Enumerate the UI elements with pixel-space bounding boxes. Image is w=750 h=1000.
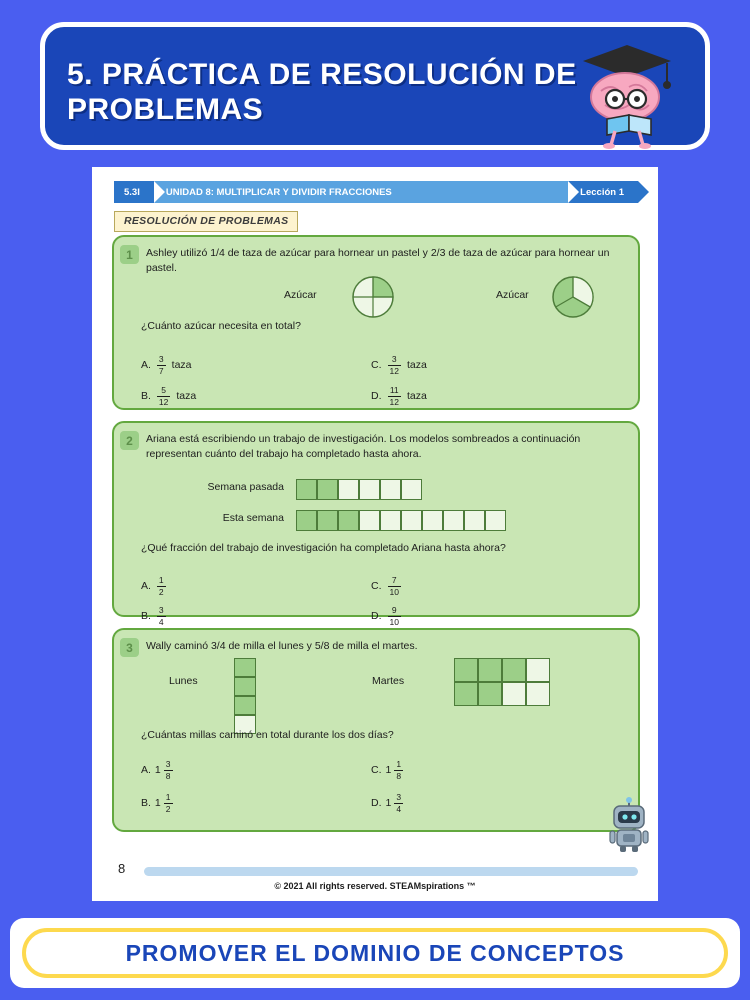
answer-option-b[interactable] <box>141 793 175 813</box>
option-label: D. <box>371 797 382 809</box>
footer-tagline: PROMOVER EL DOMINIO DE CONCEPTOS <box>125 939 625 966</box>
problem-number-badge: 3 <box>120 638 139 657</box>
breadcrumb-lesson: Lección 1 <box>568 181 638 203</box>
option-label: C. <box>371 764 382 776</box>
figure-label-left: Azúcar <box>284 289 317 301</box>
problem-prompt: Wally caminó 3/4 de milla el lunes y 5/8 de milla el martes. <box>146 640 418 652</box>
figure-label-left: Lunes <box>169 675 198 687</box>
option-fraction: $\frac{7}{10}$ <box>389 575 399 597</box>
breadcrumb-unit: UNIDAD 8: MULTIPLICAR Y DIVIDIR FRACCIONES <box>154 181 568 203</box>
bar-model-this-week-icon <box>296 510 506 531</box>
problem-question: ¿Qué fracción del trabajo de investigación ha completado Ariana hasta ahora? <box>141 542 506 554</box>
page-number: 8 <box>118 861 126 876</box>
option-fraction: $\frac{3}{4}$ <box>158 605 164 627</box>
pie-chart-quarter-icon <box>351 275 395 324</box>
option-label: B. <box>141 610 151 622</box>
breadcrumb-code: 5.3I <box>114 181 154 203</box>
option-fraction: $\frac{3}{4}$ <box>396 792 402 814</box>
option-label: B. <box>141 797 151 809</box>
option-fraction: $\frac{3}{7}$ <box>158 354 164 376</box>
option-fraction: $\frac{1}{2}$ <box>165 792 171 814</box>
answer-option-a[interactable] <box>141 355 192 375</box>
answer-option-a[interactable] <box>141 576 168 596</box>
problem-number-badge: 1 <box>120 245 139 264</box>
answer-options <box>141 355 611 405</box>
answer-options <box>141 760 611 820</box>
option-unit: taza <box>406 359 427 371</box>
problem-card-1 <box>112 235 640 410</box>
problem-prompt: Ariana está escribiendo un trabajo de investigación. Los modelos sombreados a continuación representan cuánto del trabajo ha completado hasta ahora. <box>146 433 581 460</box>
option-whole: 1 <box>154 764 161 776</box>
answer-option-c[interactable] <box>371 355 427 375</box>
grid-model-tuesday-icon <box>454 658 550 706</box>
answer-option-d[interactable] <box>371 606 403 626</box>
problem-card-2 <box>112 421 640 627</box>
option-label: A. <box>141 359 151 371</box>
option-unit: taza <box>171 359 192 371</box>
option-fraction: $\frac{11}{12}$ <box>389 385 399 407</box>
figure-label-right: Azúcar <box>496 289 529 301</box>
pie-chart-thirds-icon <box>551 275 595 324</box>
option-fraction: $\frac{1}{2}$ <box>158 575 164 597</box>
option-fraction: $\frac{9}{10}$ <box>389 605 399 627</box>
option-label: C. <box>371 359 382 371</box>
problem-question: ¿Cuántas millas caminó en total durante los dos días? <box>141 729 394 741</box>
option-unit: taza <box>176 390 197 402</box>
footer-pill <box>22 928 728 978</box>
option-unit: taza <box>406 390 427 402</box>
answer-option-b[interactable] <box>141 386 196 406</box>
option-label: B. <box>141 390 151 402</box>
worksheet-sheet <box>92 167 658 901</box>
option-label: D. <box>371 610 382 622</box>
footer-divider <box>144 867 638 876</box>
option-label: A. <box>141 764 151 776</box>
header-banner <box>40 22 710 150</box>
option-fraction: $\frac{1}{8}$ <box>396 759 402 781</box>
answer-option-d[interactable] <box>371 386 427 406</box>
answer-option-d[interactable] <box>371 793 405 813</box>
answer-option-c[interactable] <box>371 576 403 596</box>
brain-graduate-mascot-icon <box>567 39 687 149</box>
problem-card-3 <box>112 628 640 832</box>
option-label: A. <box>141 580 151 592</box>
answer-options <box>141 575 611 627</box>
answer-option-b[interactable] <box>141 606 168 626</box>
option-label: C. <box>371 580 382 592</box>
option-whole: 1 <box>385 764 392 776</box>
option-fraction: $\frac{3}{8}$ <box>165 759 171 781</box>
option-label: D. <box>371 390 382 402</box>
section-label: RESOLUCIÓN DE PROBLEMAS <box>114 211 298 232</box>
bar-model-last-week-icon <box>296 479 422 500</box>
robot-mascot-icon <box>608 797 650 853</box>
answer-option-c[interactable] <box>371 760 405 780</box>
option-whole: 1 <box>385 797 392 809</box>
option-fraction: $\frac{3}{12}$ <box>389 354 399 376</box>
page-title: 5. PRÁCTICA DE RESOLUCIÓN DE PROBLEMAS <box>67 58 577 127</box>
figure-label-row2: Esta semana <box>222 512 284 524</box>
problem-question: ¿Cuánto azúcar necesita en total? <box>141 320 301 332</box>
figure-label-row1: Semana pasada <box>207 481 284 493</box>
problem-number-badge: 2 <box>120 431 139 450</box>
answer-option-a[interactable] <box>141 760 175 780</box>
option-whole: 1 <box>154 797 161 809</box>
footer-banner <box>10 918 740 988</box>
option-fraction: $\frac{5}{12}$ <box>158 385 169 407</box>
figure-label-right: Martes <box>372 675 405 687</box>
column-model-monday-icon <box>234 658 256 734</box>
copyright-text: © 2021 All rights reserved. STEAMspirations ™ <box>274 881 476 891</box>
problem-prompt: Ashley utilizó 1/4 de taza de azúcar para hornear un pastel y 2/3 de taza de azúcar para hornear un pastel. <box>146 247 610 274</box>
breadcrumb <box>114 181 638 203</box>
